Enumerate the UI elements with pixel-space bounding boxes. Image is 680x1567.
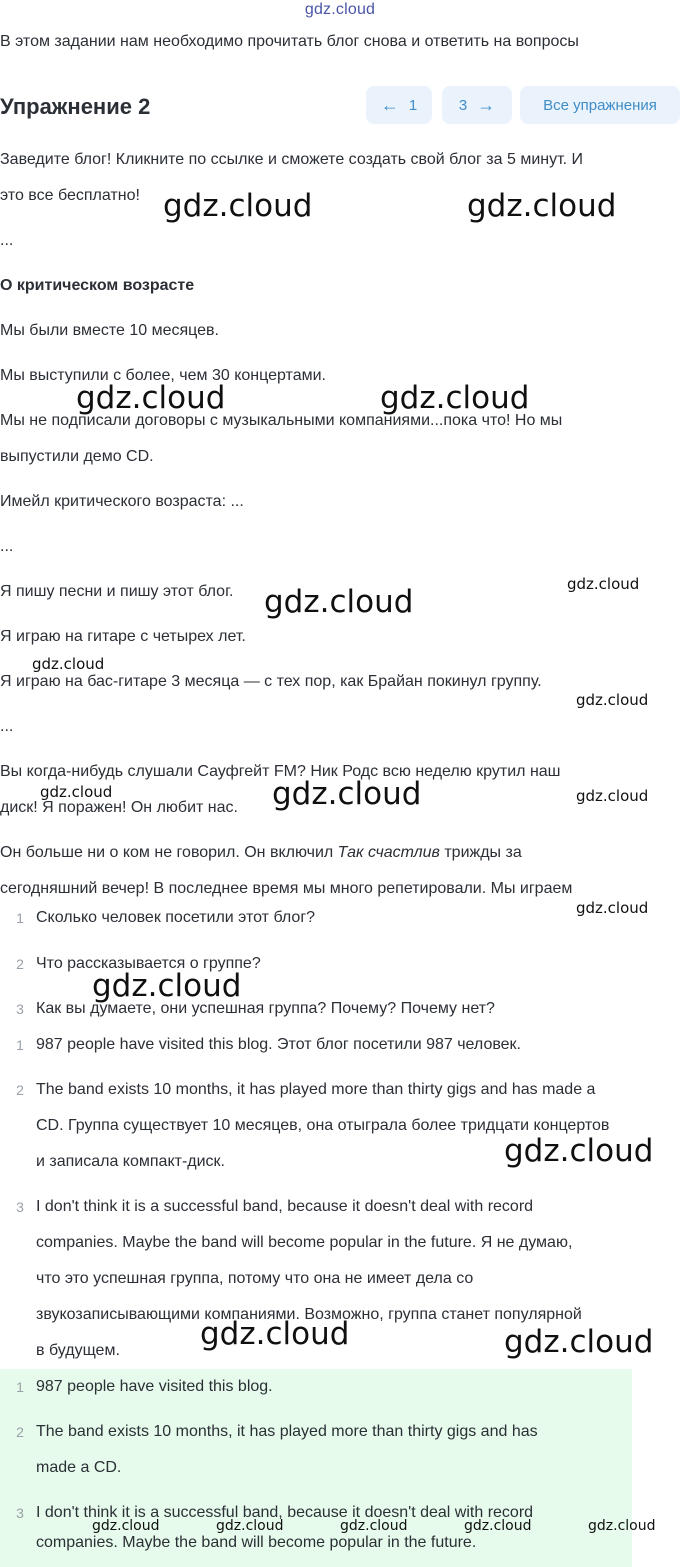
watermark: gdz.cloud: [588, 1518, 656, 1534]
watermark: gdz.cloud: [92, 968, 242, 1004]
watermark: gdz.cloud: [380, 380, 530, 416]
watermark: gdz.cloud: [264, 584, 414, 620]
answer-line: и записала компакт-диск.: [36, 1153, 225, 1170]
arrow-left-icon: ←: [380, 94, 399, 115]
watermark-top: gdz.cloud: [304, 1, 376, 18]
exercise-title: Упражнение 2: [0, 94, 151, 119]
answer-line: в будущем.: [36, 1342, 120, 1359]
watermark: gdz.cloud: [200, 1316, 350, 1352]
answer-line: The band exists 10 months, it has played more than thirty gigs and has made a: [36, 1081, 596, 1098]
blog-paragraph: Я пишу песни и пишу этот блог.: [0, 583, 234, 600]
all-exercises-button[interactable]: [520, 86, 680, 124]
blog-paragraph: Имейл критического возраста: ...: [0, 493, 244, 510]
blog-heading: О критическом возрасте: [0, 277, 195, 294]
blog-paragraph: Мы были вместе 10 месяцев.: [0, 322, 219, 339]
question-text: Сколько человек посетили этот блог?: [36, 909, 316, 926]
answer-line: made a CD.: [36, 1459, 122, 1476]
all-exercises-label: Все упражнения: [543, 96, 657, 114]
blog-text: трижды за: [439, 844, 522, 861]
answer-line: что это успешная группа, потому что она не имеет дела со: [36, 1270, 474, 1287]
blog-paragraph: Я играю на бас-гитаре 3 месяца — с тех пор, как Брайан покинул группу.: [0, 673, 542, 690]
blog-paragraph: Заведите блог! Кликните по ссылке и сможете создать свой блог за 5 минут. И: [0, 151, 584, 168]
answer-number: 3: [16, 1199, 24, 1215]
question-text: Как вы думаете, они успешная группа? Почему? Почему нет?: [36, 1000, 495, 1017]
answer-number: 2: [16, 1424, 24, 1440]
blog-paragraph: Мы выступили с более, чем 30 концертами.: [0, 367, 326, 384]
answer-number: 1: [16, 1379, 24, 1395]
question-number: 3: [16, 1001, 24, 1017]
watermark: gdz.cloud: [467, 188, 617, 224]
watermark: gdz.cloud: [216, 1518, 284, 1534]
blog-ellipsis: ...: [0, 718, 14, 735]
watermark: gdz.cloud: [32, 655, 105, 673]
question-number: 2: [16, 956, 24, 972]
watermark: gdz.cloud: [40, 783, 113, 801]
blog-paragraph: Вы когда-нибудь слушали Сауфгейт FM? Ник Родс всю неделю крутил наш: [0, 763, 561, 780]
blog-paragraph: Я играю на гитаре с четырех лет.: [0, 628, 246, 645]
answer-line: companies. Maybe the band will become popular in the future.: [36, 1534, 477, 1551]
intro-text: В этом задании нам необходимо прочитать блог снова и ответить на вопросы: [0, 33, 579, 50]
arrow-right-icon: →: [477, 94, 496, 115]
blog-paragraph: сегодняшний вечер! В последнее время мы много репетировали. Мы играем: [0, 880, 573, 897]
blog-ellipsis: ...: [0, 232, 14, 249]
answer-number: 3: [16, 1505, 24, 1521]
watermark: gdz.cloud: [504, 1133, 654, 1169]
next-exercise-label: 3: [458, 96, 468, 114]
answer-line: CD. Группа существует 10 месяцев, она отыграла более тридцати концертов: [36, 1117, 610, 1134]
watermark: gdz.cloud: [464, 1518, 532, 1534]
watermark: gdz.cloud: [576, 787, 649, 805]
answer-line: 987 people have visited this blog.: [36, 1378, 273, 1395]
answer-line: 987 people have visited this blog. Этот блог посетили 987 человек.: [36, 1036, 521, 1053]
answer-number: 1: [16, 1037, 24, 1053]
blog-paragraph: это все бесплатно!: [0, 187, 140, 204]
prev-exercise-label: 1: [408, 96, 418, 114]
song-title: Так счастлив: [337, 844, 440, 861]
answer-line: companies. Maybe the band will become popular in the future. Я не думаю,: [36, 1234, 573, 1251]
watermark: gdz.cloud: [340, 1518, 408, 1534]
watermark: gdz.cloud: [92, 1518, 160, 1534]
blog-paragraph: выпустили демо CD.: [0, 448, 154, 465]
answer-line: The band exists 10 months, it has played more than thirty gigs and has: [36, 1423, 538, 1440]
blog-paragraph: диск! Я поражен! Он любит нас.: [0, 799, 238, 816]
watermark: gdz.cloud: [567, 575, 640, 593]
answer-line: I don't think it is a successful band, because it doesn't deal with record: [36, 1198, 534, 1215]
blog-ellipsis: ...: [0, 538, 14, 555]
answer-line: звукозаписывающими компаниями. Возможно, группа станет популярной: [36, 1306, 582, 1323]
watermark: gdz.cloud: [504, 1324, 654, 1360]
answer-number: 2: [16, 1082, 24, 1098]
watermark: gdz.cloud: [76, 380, 226, 416]
answer-line: I don't think it is a successful band, because it doesn't deal with record: [36, 1504, 534, 1521]
question-number: 1: [16, 910, 24, 926]
next-exercise-button[interactable]: [442, 86, 512, 124]
prev-exercise-button[interactable]: [366, 86, 432, 124]
blog-text: Он больше ни о ком не говорил. Он включил: [0, 844, 338, 861]
watermark: gdz.cloud: [576, 899, 649, 917]
watermark: gdz.cloud: [163, 188, 313, 224]
watermark: gdz.cloud: [576, 691, 649, 709]
watermark: gdz.cloud: [272, 776, 422, 812]
blog-paragraph: [0, 835, 522, 871]
question-text: Что рассказывается о группе?: [36, 955, 261, 972]
blog-paragraph: Мы не подписали договоры с музыкальными компаниями...пока что! Но мы: [0, 412, 563, 429]
